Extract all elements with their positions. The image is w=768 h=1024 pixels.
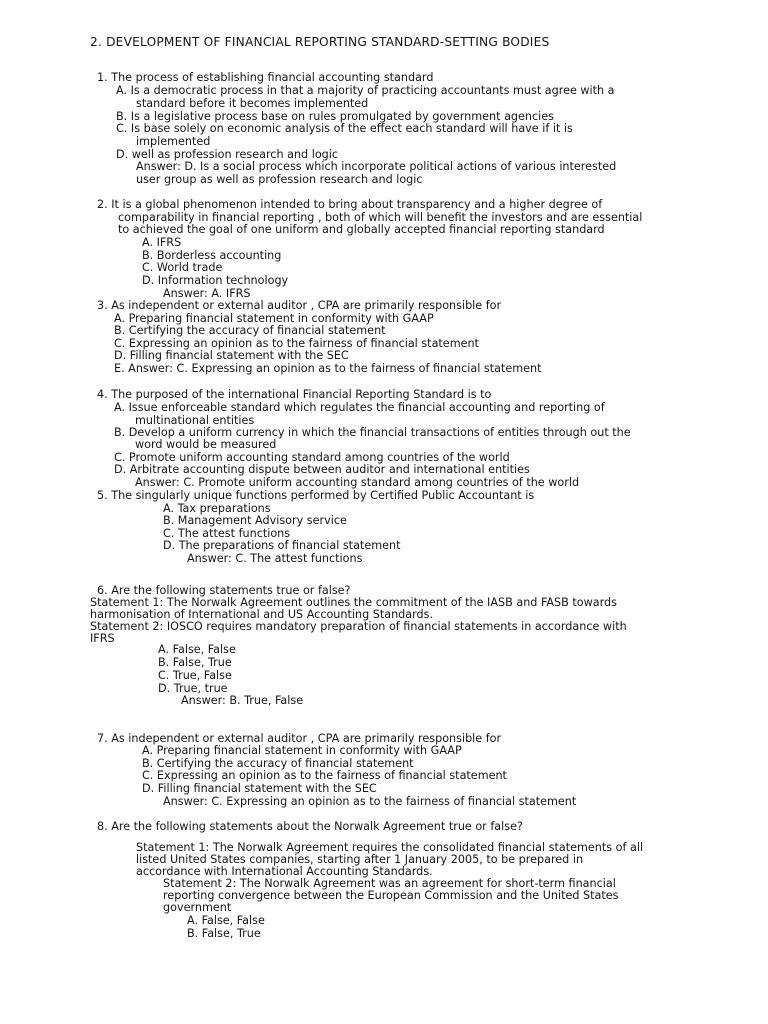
q1-option-a: A. Is a democratic process in that a majority of practicing accountants must agree with a xyxy=(116,84,615,97)
q8-option-b: B. False, True xyxy=(187,927,261,940)
q2-answer: Answer: A. IFRS xyxy=(163,287,251,300)
q8-statement-2-cont: government xyxy=(163,901,232,914)
q7-option-a: A. Preparing financial statement in conformity with GAAP xyxy=(142,744,462,757)
q6-option-a: A. False, False xyxy=(158,643,236,656)
q1-option-a-cont: standard before it becomes implemented xyxy=(136,97,369,110)
q3-option-a: A. Preparing financial statement in conformity with GAAP xyxy=(114,312,434,325)
q6-statement-1-cont: harmonisation of International and US Accounting Standards. xyxy=(90,608,434,621)
q8-statement-1: Statement 1: The Norwalk Agreement requires the consolidated financial statements of all xyxy=(136,841,644,854)
q6-answer: Answer: B. True, False xyxy=(181,694,304,707)
q1-option-b: B. Is a legislative process base on rules promulgated by government agencies xyxy=(116,110,554,123)
q5-option-a: A. Tax preparations xyxy=(163,502,271,515)
q7-option-d: D. Filling financial statement with the SEC xyxy=(142,782,377,795)
q8-option-a: A. False, False xyxy=(187,914,265,927)
q3-answer: E. Answer: C. Expressing an opinion as to the fairness of financial statement xyxy=(114,362,542,375)
question-3: 3. As independent or external auditor , CPA are primarily responsible for xyxy=(97,299,502,312)
q5-answer: Answer: C. The attest functions xyxy=(187,552,363,565)
q8-statement-2-cont: reporting convergence between the European Commission and the United States xyxy=(163,889,619,902)
page-title: 2. DEVELOPMENT OF FINANCIAL REPORTING STANDARD-SETTING BODIES xyxy=(90,35,550,49)
q1-option-c-cont: implemented xyxy=(136,135,211,148)
q7-option-b: B. Certifying the accuracy of financial statement xyxy=(142,757,414,770)
q3-option-b: B. Certifying the accuracy of financial statement xyxy=(114,324,386,337)
q5-option-b: B. Management Advisory service xyxy=(163,514,347,527)
q8-statement-1-cont: accordance with International Accounting Standards. xyxy=(136,865,433,878)
q7-answer: Answer: C. Expressing an opinion as to the fairness of financial statement xyxy=(163,795,577,808)
q6-statement-1: Statement 1: The Norwalk Agreement outlines the commitment of the IASB and FASB towards xyxy=(90,596,617,609)
q3-option-d: D. Filling financial statement with the SEC xyxy=(114,349,349,362)
q2-option-d: D. Information technology xyxy=(142,274,289,287)
q3-option-c: C. Expressing an opinion as to the fairness of financial statement xyxy=(114,337,479,350)
q4-option-b: B. Develop a uniform currency in which the financial transactions of entities through out the xyxy=(114,426,631,439)
q6-statement-2-cont: IFRS xyxy=(90,632,115,645)
q4-option-d: D. Arbitrate accounting dispute between auditor and international entities xyxy=(114,463,530,476)
q1-answer: Answer: D. Is a social process which incorporate political actions of various interested xyxy=(136,160,617,173)
question-2-cont: comparability in financial reporting , both of which will benefit the investors and are essential xyxy=(118,211,643,224)
q6-statement-2: Statement 2: IOSCO requires mandatory preparation of financial statements in accordance with xyxy=(90,620,627,633)
q1-option-d: D. well as profession research and logic xyxy=(116,148,339,161)
q1-answer-cont: user group as well as profession research and logic xyxy=(136,173,423,186)
q4-option-b-cont: word would be measured xyxy=(135,438,277,451)
q4-option-c: C. Promote uniform accounting standard among countries of the world xyxy=(114,451,510,464)
q1-option-c: C. Is base solely on economic analysis of the effect each standard will have if it is xyxy=(116,122,573,135)
question-5: 5. The singularly unique functions performed by Certified Public Accountant is xyxy=(97,489,535,502)
question-4: 4. The purposed of the international Financial Reporting Standard is to xyxy=(97,388,492,401)
q4-option-a: A. Issue enforceable standard which regulates the financial accounting and reporting of xyxy=(114,401,605,414)
q6-option-d: D. True, true xyxy=(158,682,228,695)
question-6: 6. Are the following statements true or false? xyxy=(97,584,351,597)
question-2-cont: to achieved the goal of one uniform and globally accepted financial reporting standard xyxy=(118,223,605,236)
question-8: 8. Are the following statements about the Norwalk Agreement true or false? xyxy=(97,820,523,833)
question-7: 7. As independent or external auditor , CPA are primarily responsible for xyxy=(97,732,502,745)
q4-option-a-cont: multinational entities xyxy=(135,414,255,427)
q2-option-a: A. IFRS xyxy=(142,236,182,249)
q8-statement-1-cont: listed United States companies, starting after 1 January 2005, to be prepared in xyxy=(136,853,584,866)
q2-option-c: C. World trade xyxy=(142,261,223,274)
q7-option-c: C. Expressing an opinion as to the fairness of financial statement xyxy=(142,769,507,782)
q4-answer: Answer: C. Promote uniform accounting standard among countries of the world xyxy=(135,476,580,489)
question-2: 2. It is a global phenomenon intended to bring about transparency and a higher degree of xyxy=(97,198,603,211)
question-1: 1. The process of establishing financial accounting standard xyxy=(97,71,434,84)
q5-option-d: D. The preparations of financial statement xyxy=(163,539,401,552)
q8-statement-2: Statement 2: The Norwalk Agreement was an agreement for short-term financial xyxy=(163,877,616,890)
q6-option-c: C. True, False xyxy=(158,669,232,682)
q5-option-c: C. The attest functions xyxy=(163,527,291,540)
q2-option-b: B. Borderless accounting xyxy=(142,249,282,262)
q6-option-b: B. False, True xyxy=(158,656,232,669)
